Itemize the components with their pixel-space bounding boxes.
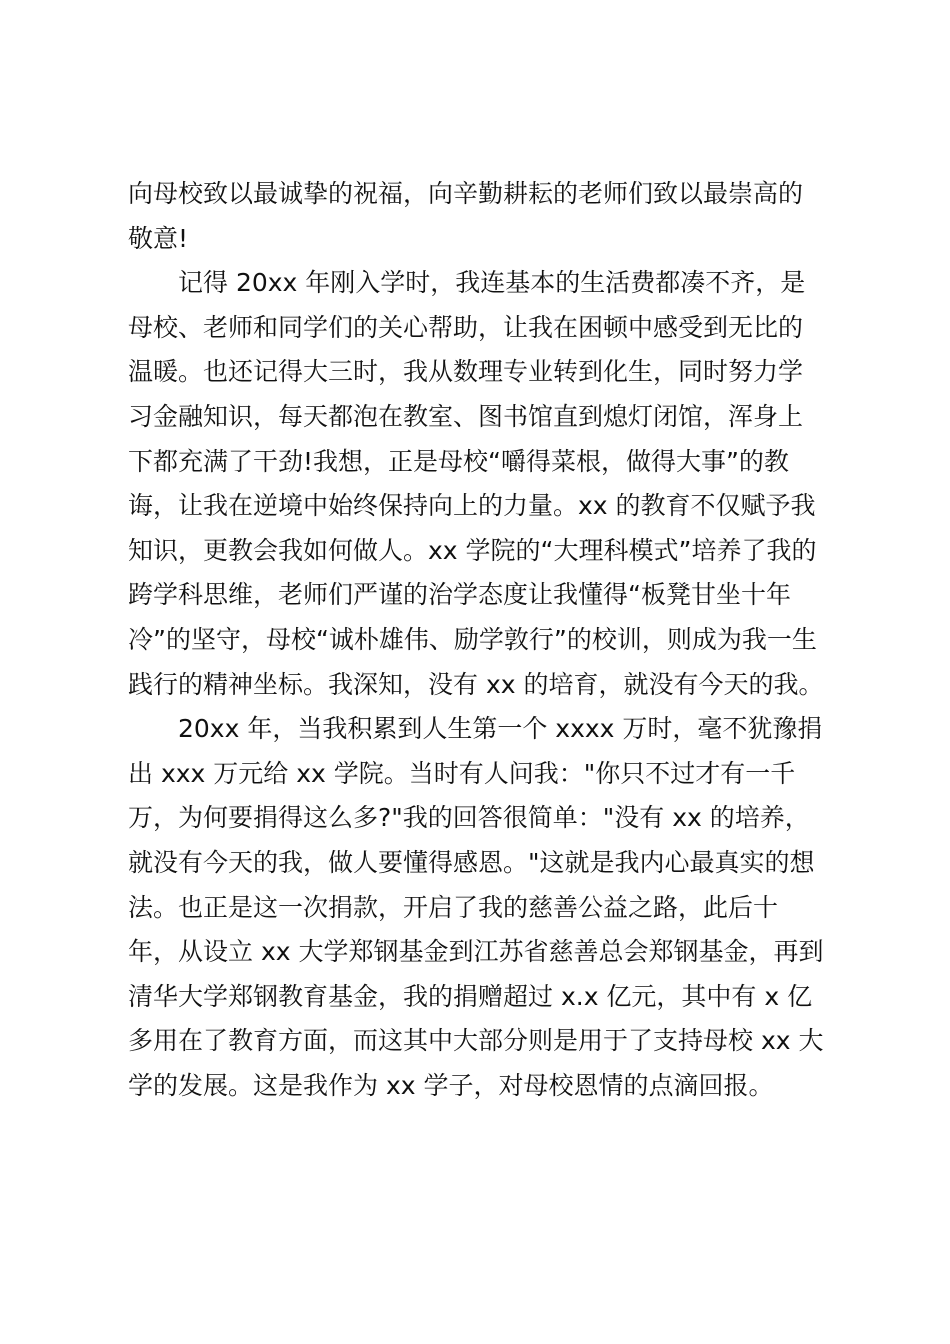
paragraph-first-line: 20xx 年，当我积累到人生第一个 xxxx 万时，毫不犹豫捐 xyxy=(178,714,823,744)
text-line: 冷”的坚守，母校“诚朴雄伟、励学敦行”的校训，则成为我一生 xyxy=(128,624,817,654)
text-line: 学的发展。这是我作为 xx 学子，对母校恩情的点滴回报。 xyxy=(128,1070,774,1100)
text-line: 就没有今天的我，做人要懂得感恩。"这就是我内心最真实的想 xyxy=(128,847,815,877)
text-line: 诲，让我在逆境中始终保持向上的力量。xx 的教育不仅赋予我 xyxy=(128,491,816,521)
text-line: 法。也正是这一次捐款，开启了我的慈善公益之路，此后十 xyxy=(128,892,779,922)
text-line: 向母校致以最诚挚的祝福，向辛勤耕耘的老师们致以最崇高的 xyxy=(128,179,804,208)
text-line: 万，为何要捐得这么多?"我的回答很简单："没有 xx 的培养， xyxy=(128,803,810,833)
text-line: 跨学科思维，老师们严谨的治学态度让我懂得“板凳甘坐十年 xyxy=(128,580,791,610)
text-line: 温暖。也还记得大三时，我从数理专业转到化生，同时努力学 xyxy=(128,357,804,387)
text-line: 清华大学郑钢教育基金，我的捐赠超过 x.x 亿元，其中有 x 亿 xyxy=(128,981,813,1011)
text-line: 知识，更教会我如何做人。xx 学院的“大理科模式”培养了我的 xyxy=(128,535,817,565)
body-text xyxy=(128,172,838,1108)
text-line: 出 xxx 万元给 xx 学院。当时有人问我："你只不过才有一千 xyxy=(128,758,796,788)
text-line: 习金融知识，每天都泡在教室、图书馆直到熄灯闭馆，浑身上 xyxy=(128,401,804,431)
text-line: 践行的精神坐标。我深知，没有 xx 的培育，就没有今天的我。 xyxy=(128,669,824,699)
text-line: 年，从设立 xx 大学郑钢基金到江苏省慈善总会郑钢基金，再到 xyxy=(128,937,824,967)
text-line: 母校、老师和同学们的关心帮助，让我在困顿中感受到无比的 xyxy=(128,312,804,342)
text-line: 下都充满了干劲!我想，正是母校“嚼得菜根，做得大事”的教 xyxy=(128,446,789,476)
text-line: 多用在了教育方面，而这其中大部分则是用于了支持母校 xx 大 xyxy=(128,1026,824,1056)
text-line: 敬意! xyxy=(128,223,189,253)
paragraph-first-line: 记得 20xx 年刚入学时，我连基本的生活费都凑不齐，是 xyxy=(178,268,806,298)
